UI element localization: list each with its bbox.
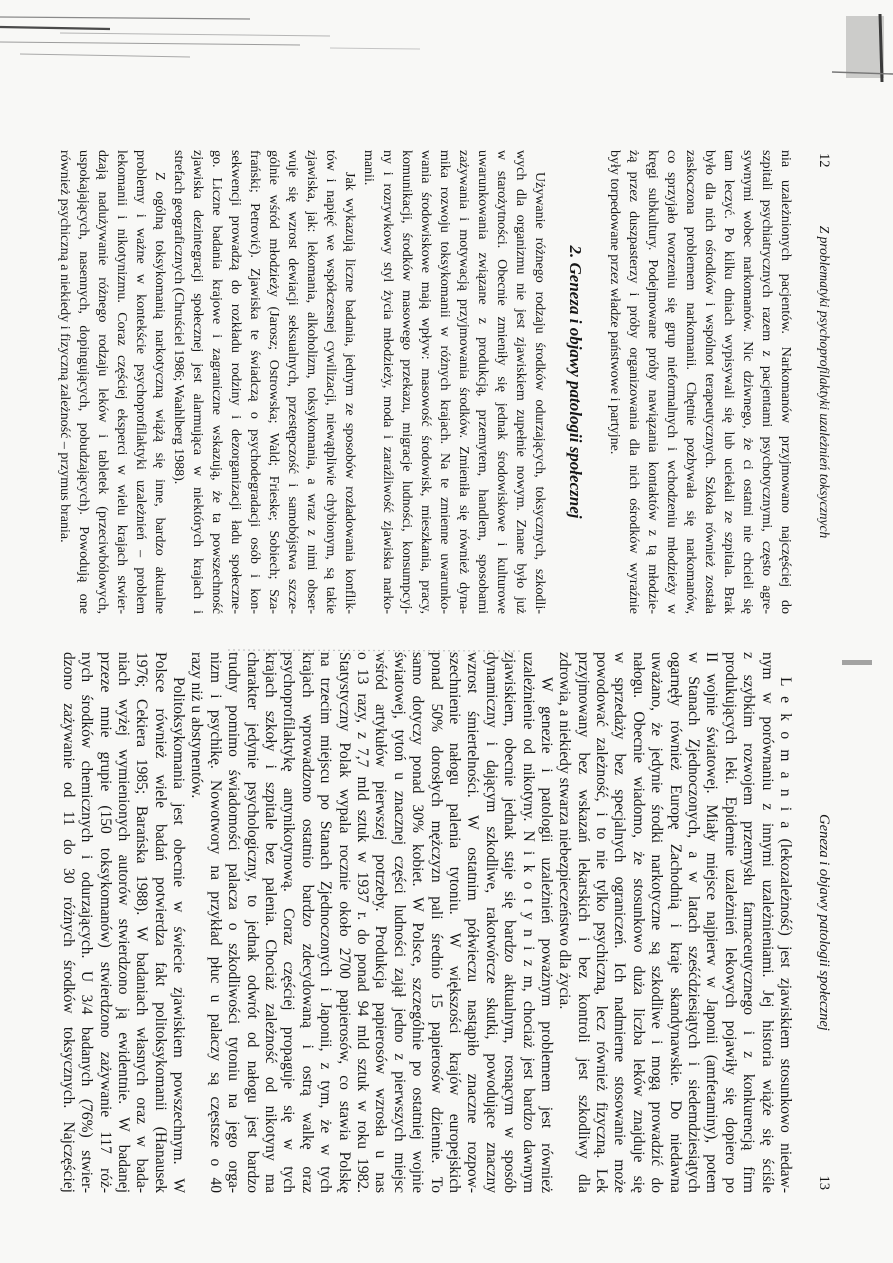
- text-line: ponad 50% dorosłych mężczyzn pali średnio 15 papierosów dziennie. To: [427, 652, 445, 1193]
- page-number: 13: [816, 1175, 832, 1190]
- text-line: było dla nich ośrodków i wspólnot terapeutycznych. Szkoła również została: [702, 150, 717, 614]
- text-line: kręgi subkultury. Podejmowane próby nawiązania kontaktów z tą młodzie-: [645, 150, 660, 614]
- text-line: żą przez duszpasterzy i próby organizowania dla nich ośrodków wyraźnie: [626, 150, 641, 614]
- text-line: sywnymi wobec narkomanów. Nic dziwnego, że ci ostatni nie chcieli się: [740, 150, 755, 614]
- text-line: Polsce również wiele badań potwierdza fakt politoksykomanii (Hanausek: [151, 652, 169, 1193]
- text-line: ogarnęły również Europę Zachodnią i kraje skandynawskie. Do niedawna: [666, 652, 684, 1193]
- text-line: Politoksykomania jest obecnie w świecie zjawiskiem powszechnym. W: [170, 677, 188, 1193]
- text-line: nałogu. Obecnie wiadomo, że stosunkowo duża liczba leków znajduje się: [629, 652, 647, 1193]
- page-13: [53, 652, 835, 1193]
- text-line: razy niż u abstynentów.: [188, 652, 206, 799]
- text-line: ny i rozrywkowy styl życia młodzieży, moda i zaraźliwość zjawiska narko-: [380, 150, 395, 614]
- paragraph: [605, 150, 795, 614]
- text-line: 1976; Cekiera 1985; Barańska 1988). W badaniach własnych oraz w bada-: [133, 652, 151, 1193]
- text-line: zjawiskiem, obecnie jednak staje się bardzo aktualnym, rosnącym w sposób: [501, 652, 519, 1193]
- text-line: trudny pomimo świadomości palacza o szkodliwości tytoniu na jego orga-: [225, 652, 243, 1193]
- text-line: manii.: [361, 150, 376, 186]
- text-line: również psychiczną a niekiedy i fizyczną zależność – przymus brania.: [57, 150, 72, 543]
- text-line: tów i napięć we współczesnej cywilizacji, niewątpliwie chybionym, są takie: [323, 150, 338, 614]
- text-line: samo dotyczy ponad 30% kobiet. W Polsce, szczególnie po ostatniej wojnie: [409, 652, 427, 1193]
- text-line: wuje się wzrost dewiacji seksualnych, przestępczość i samobójstwa szcze-: [285, 150, 300, 614]
- text-line: produkujących leki. Epidemie uzależnień lekowych pojawiły się dopiero po: [721, 652, 739, 1193]
- text-line: go. Liczne badania krajowe i zagraniczne wskazują, że ta powszechność: [209, 150, 224, 614]
- text-line: zażywania i motywacją przyjmowania środków. Zmieniła się również dyna-: [456, 150, 471, 614]
- text-line: II wojnie światowej. Miały miejsce najpierw w Japonii (amfetaminy), potem: [703, 652, 721, 1193]
- running-title: Geneza i objawy patologii społecznej: [816, 814, 832, 1031]
- running-title: Z problematyki psychoprofilaktyki uzależnień toksycznych: [817, 225, 832, 539]
- text-line: tam leczyć. Po kilku dniach wypisywali się lub uciekali ze szpitala. Brak: [721, 150, 736, 614]
- text-line: przyjmowany bez wskazań lekarskich i bez kontroli jest szkodliwy dla: [574, 652, 592, 1193]
- text-line: wśród artykułów pierwszej potrzeby. Produkcja papierosów wzrosła u nas: [372, 652, 390, 1193]
- text-line: krajach wprowadzono ostatnio bardzo zdecydowaną i ostrą walkę oraz: [298, 652, 316, 1193]
- text-line: przeze mnie grupie (150 toksykomanów) stwierdzono zażywanie 117 róż-: [96, 652, 114, 1193]
- text-line: mika rozwoju toksykomanii w różnych krajach. Na te zmienne uwarunko-: [437, 150, 452, 614]
- text-line: powodować zależność, i to nie tylko psychiczną, lecz również fizyczną. Lek: [593, 652, 611, 1193]
- text-line: Statystyczny Polak wypala rocznie około 2700 papierosów, co stawia Polskę: [335, 652, 353, 1193]
- text-line: lekomanii i nikotynizmu. Coraz częściej eksperci w wielu krajach stwier-: [114, 150, 129, 614]
- text-line: L e k o m a n i a (lekozależność) jest zjawiskiem stosunkowo niedaw-: [777, 677, 794, 1193]
- text-line: niach wyżej wymienionych autorów stwierdzono ją ewidentnie. W badanej: [114, 652, 132, 1193]
- page-number: 12: [816, 153, 832, 168]
- text-line: dzają nadużywanie różnego rodzaju leków i tabletek (przeciwbólowych,: [95, 150, 110, 614]
- text-line: Używanie różnego rodzaju środków odurzających, toksycznych, szkodli-: [532, 172, 547, 614]
- running-head: [813, 150, 835, 614]
- text-line: wania środowiskowe mają wpływ: masowość środowisk, mieszkania, pracy,: [418, 150, 433, 614]
- text-line: były torpedowane przez władze państwowe i partyjne.: [607, 150, 622, 455]
- running-head: [813, 652, 835, 1193]
- text-line: nych środków chemicznych i odurzających. U 3/4 badanych (76%) stwier-: [78, 652, 96, 1193]
- text-line: szpitali psychiatrycznych razem z pacjentami psychotycznymi, często agre-: [759, 150, 774, 614]
- text-line: szechnienie nałogu palenia tytoniu. W większości krajów europejskich: [445, 652, 463, 1193]
- text-line: Jak wykazują liczne badania, jednym ze sposobów rozładowania konflik-: [342, 172, 357, 614]
- text-line: zaskoczona problemem narkomanii. Chętnie pozbywała się narkomanów,: [683, 150, 698, 614]
- text-line: strefach geograficznych (Chruściel 1986; Waahlberg 1988).: [171, 150, 186, 485]
- text-line: uspokajających, nasennych, dopingujących, pobudzających). Powodują one: [76, 150, 91, 614]
- paragraph: [187, 652, 555, 1193]
- text-line: uważano, że jedynie środki narkotyczne są szkodliwe i mogą prowadzić do: [648, 652, 666, 1193]
- section-heading: 2. Geneza i objawy patologii społecznej: [566, 245, 585, 519]
- text-line: dzono zażywanie od 11 do 30 różnych środków toksycznych. Najczęściej: [59, 652, 77, 1193]
- text-line: krajach szkoły i szpitale bez palenia. Chociaż zależność od nikotyny ma: [262, 652, 280, 1193]
- text-line: światowej, tytoń u znacznej części ludności zajął jedno z pierwszych miejsc: [390, 652, 408, 1193]
- page-12: [53, 150, 835, 614]
- text-line: na trzecim miejscu po Stanach Zjednoczonych i Japonii, z tym, że w tych: [317, 652, 335, 1193]
- paragraph: [55, 150, 169, 614]
- text-line: z szybkim rozwojem przemysłu farmaceutycznego i z konkurencją firm: [740, 652, 758, 1193]
- text-line: zjawiska, jak: lekomania, alkoholizm, toksykomania, a wraz z nimi obser-: [304, 150, 319, 614]
- text-line: gólnie wśród młodzieży (Jarosz; Ostrowska; Wald; Frieske; Sobiech; Sza-: [266, 150, 281, 614]
- text-line: dynamiczny i dającym szkodliwe, rakotwórcze skutki, powodujące znaczny: [482, 652, 500, 1193]
- text-line: psychoprofilaktykę antynikotynową. Coraz częściej propaguje się w tych: [280, 652, 298, 1193]
- text-line: nizm i psychikę. Nowotwory na przykład płuc u palaczy są częstsze o 40: [206, 652, 224, 1193]
- text-line: W genezie i patologii uzależnień poważnym problemem jest również: [537, 677, 555, 1193]
- text-line: uzależnienie od nikotyny. N i k o t y n i z m, chociaż jest bardzo dawnym: [519, 652, 537, 1193]
- text-line: zjawiska dezintegracji społecznej jest alarmująca w niektórych krajach i: [190, 150, 205, 614]
- text-line: sekwencji prowadzą do rozkładu rodziny i dezorganizacji ładu społeczne-: [228, 150, 243, 614]
- paragraph: [169, 150, 359, 614]
- text-line: nia uzależnionych pacjentów. Narkomanów przyjmowano najczęściej do: [778, 150, 793, 614]
- paragraph: [359, 150, 549, 614]
- text-line: zdrowia, a niekiedy stwarza niebezpieczeństwo dla życia.: [556, 652, 574, 1010]
- text-line: co sprzyjało tworzeniu się grup nieformalnych i wchodzeniu młodzieży w: [664, 150, 679, 614]
- text-line: uwarunkowania związane z produkcją, przemytem, handlem, sposobami: [475, 150, 490, 614]
- paragraph: [555, 652, 794, 1193]
- text-line: charakter jedynie psychologiczny, to jednak odwrót od nałogu jest bardzo: [243, 652, 261, 1193]
- text-line: wych dla organizmu nie jest zjawiskiem zupełnie nowym. Znane było już: [513, 150, 528, 614]
- text-line: problemy i ważne w kontekście psychoprofilaktyki uzależnień – problem: [133, 150, 148, 614]
- text-line: nym w porównaniu z innymi uzależnieniami. Jej historia wiąże się ściśle: [758, 652, 776, 1193]
- text-line: w sprzedaży bez specjalnych ograniczeń. Ich nadmierne stosowanie może: [611, 652, 629, 1193]
- text-line: wzrost śmiertelności. W ostatnim półwieczu nastąpiło znaczne rozpow-: [464, 652, 482, 1193]
- text-line: w Stanach Zjednoczonych, a w latach sześćdziesiątych i siedemdziesiątych: [685, 652, 703, 1193]
- text-line: o 13 razy, z 7,7 mld sztuk w 1937 r. do ponad 94 mld sztuk w roku 1982.: [354, 652, 372, 1193]
- text-line: w starożytności. Obecnie zmieniły się jednak środowiskowe i kulturowe: [494, 150, 509, 614]
- paragraph: [58, 652, 187, 1193]
- text-line: komunikacji, środków masowego przekazu, migracje ludności, konsumpcyj-: [399, 150, 414, 614]
- text-line: Z ogólną toksykomanią narkotyczną wiążą się inne, bardzo aktualne: [152, 172, 167, 614]
- text-line: frański; Petrović). Zjawiska te świadczą o psychodegradacji osób i kon-: [247, 150, 262, 614]
